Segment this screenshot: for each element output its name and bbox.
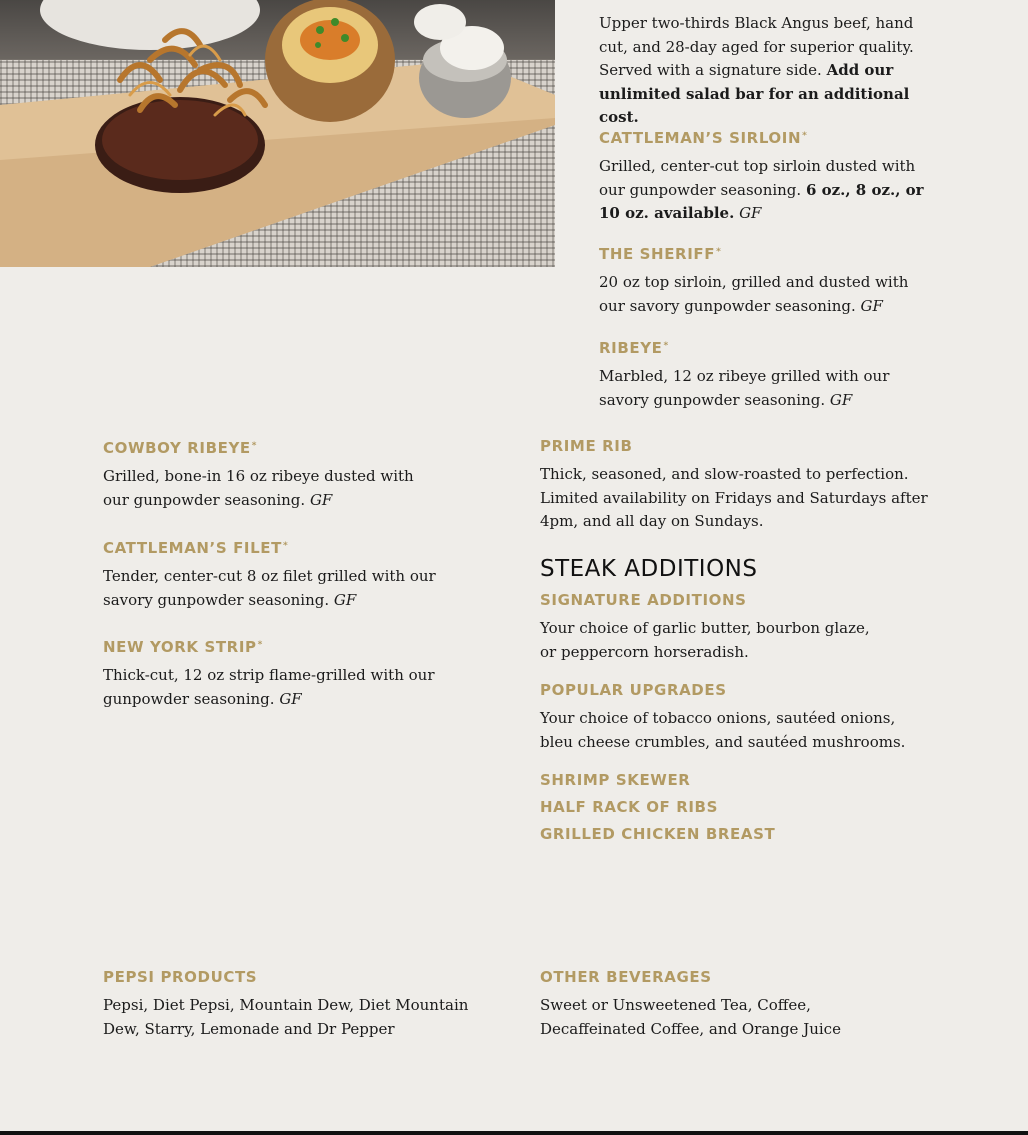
extra-grilled-chicken-breast: GRILLED CHICKEN BREAST [540, 825, 776, 843]
extra-shrimp-skewer: SHRIMP SKEWER [540, 771, 691, 789]
bottom-divider [0, 1131, 1028, 1135]
beverage-pepsi-products [103, 968, 503, 1041]
gluten-free-tag: GF [333, 590, 357, 609]
item-title: OTHER BEVERAGES [540, 968, 712, 986]
menu-item-the-sheriff [599, 243, 939, 318]
popular-upgrades-description: Your choice of tobacco onions, sautéed onions, bleu cheese crumbles, and sautéed mushrooms. [540, 709, 906, 751]
item-description: Grilled, bone-in 16 oz ribeye dusted with our gunpowder seasoning. GF [103, 467, 414, 509]
item-title: THE SHERIFF* [599, 245, 722, 263]
gluten-free-tag: GF [739, 204, 762, 222]
popular-upgrades-title: POPULAR UPGRADES [540, 681, 727, 699]
beverage-other-beverages [540, 968, 940, 1041]
gluten-free-tag: GF [279, 689, 302, 708]
item-title: RIBEYE* [599, 339, 669, 357]
item-title: CATTLEMAN’S SIRLOIN* [599, 129, 808, 147]
menu-item-prime-rib [540, 437, 940, 534]
menu-item-cattlemans-filet [103, 537, 503, 612]
gluten-free-tag: GF [829, 390, 853, 409]
steak-plate-illustration [0, 0, 555, 267]
signature-additions-description: Your choice of garlic butter, bourbon glaze, or peppercorn horseradish. [540, 619, 870, 661]
item-description: Marbled, 12 oz ribeye grilled with our savory gunpowder seasoning. GF [599, 367, 890, 409]
menu-item-new-york-strip [103, 636, 503, 711]
item-description: 20 oz top sirloin, grilled and dusted with our savory gunpowder seasoning. GF [599, 273, 909, 315]
item-title: PRIME RIB [540, 437, 633, 455]
item-title: COWBOY RIBEYE* [103, 439, 258, 457]
hero-image [0, 0, 555, 267]
item-description: Tender, center-cut 8 oz filet grilled with our savory gunpowder seasoning. GF [103, 567, 436, 609]
menu-item-cowboy-ribeye [103, 437, 503, 512]
gluten-free-tag: GF [860, 296, 883, 315]
menu-item-cattlemans-sirloin [599, 127, 939, 226]
steak-additions-section [540, 555, 940, 843]
signature-additions-title: SIGNATURE ADDITIONS [540, 591, 747, 609]
intro-description: Upper two-thirds Black Angus beef, hand cut, and 28-day aged for superior quality. Served with a signature side. Add our unlimited salad bar for an additional cost. [599, 14, 914, 126]
item-description: Thick-cut, 12 oz strip flame-grilled with our gunpowder seasoning. GF [103, 666, 435, 708]
item-title: CATTLEMAN’S FILET* [103, 539, 289, 557]
gluten-free-tag: GF [309, 490, 333, 509]
item-title: NEW YORK STRIP* [103, 638, 263, 656]
menu-item-ribeye [599, 337, 939, 412]
item-title: PEPSI PRODUCTS [103, 968, 258, 986]
item-description: Pepsi, Diet Pepsi, Mountain Dew, Diet Mountain Dew, Starry, Lemonade and Dr Pepper [103, 996, 469, 1038]
item-description: Sweet or Unsweetened Tea, Coffee, Decaffeinated Coffee, and Orange Juice [540, 996, 841, 1038]
item-description: Thick, seasoned, and slow-roasted to perfection. Limited availability on Fridays and Saturdays after 4pm, and all day on Sundays. [540, 465, 928, 530]
item-description: Grilled, center-cut top sirloin dusted with our gunpowder seasoning. 6 oz., 8 oz., or 10 oz. available. GF [599, 157, 924, 222]
extra-half-rack-of-ribs: HALF RACK OF RIBS [540, 798, 718, 816]
intro-block [599, 12, 939, 130]
section-heading: STEAK ADDITIONS [540, 556, 758, 582]
